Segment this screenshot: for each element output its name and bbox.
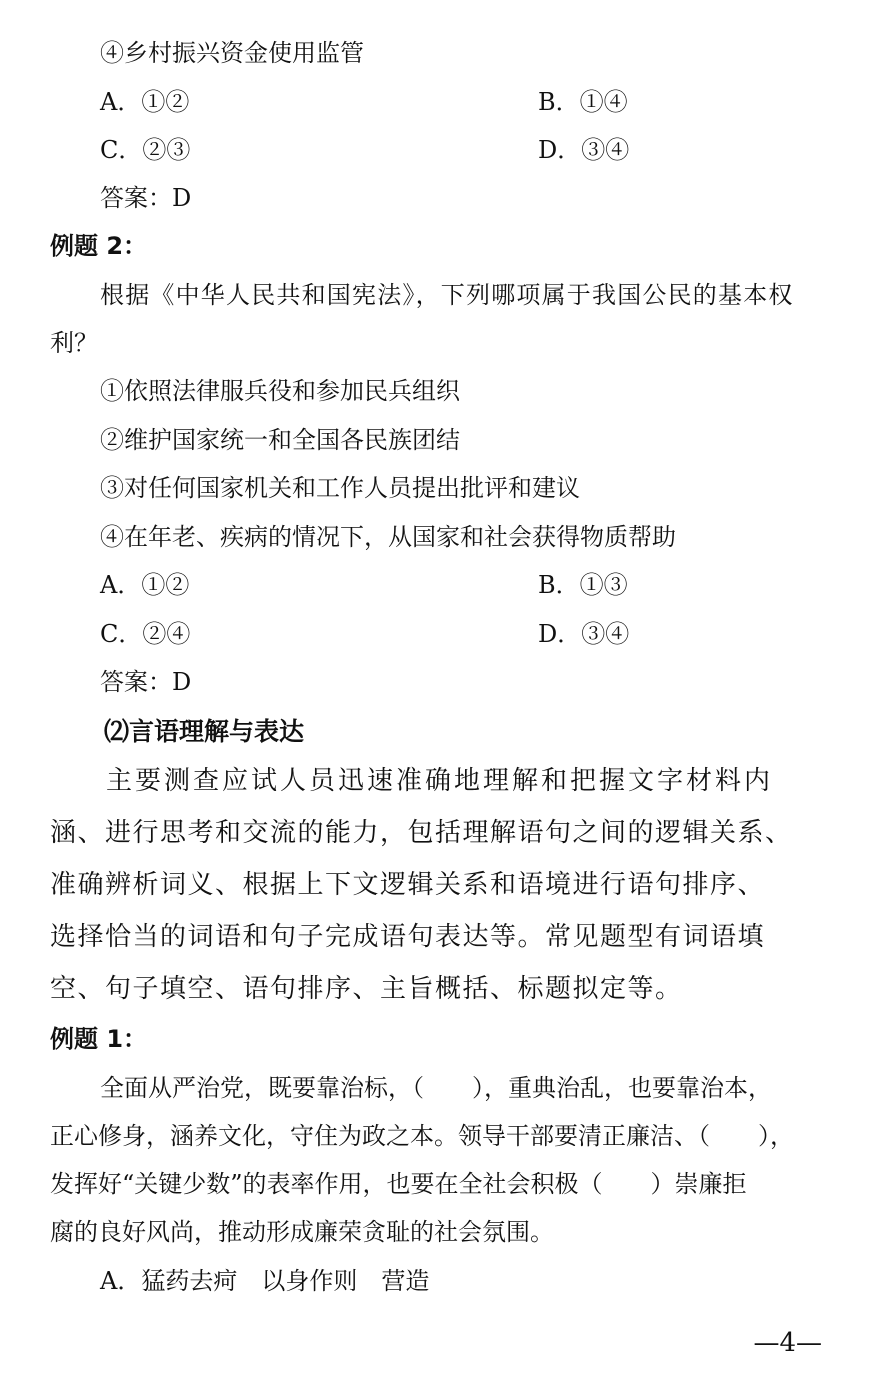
answer: 答案：D <box>100 668 192 696</box>
paragraph-line-4: 选择恰当的词语和句子完成语句表达等。常见题型有词语填 <box>50 922 766 952</box>
paragraph-line-1: 主要测查应试人员迅速准确地理解和把握文字材料内 <box>106 766 774 796</box>
option-b: B．①④ <box>538 88 628 116</box>
option-d: D．③④ <box>538 620 630 648</box>
answer: 答案：D <box>100 184 192 212</box>
example-heading: 例题 2： <box>50 232 148 260</box>
question-item-1: ①依照法律服兵役和参加民兵组织 <box>100 377 460 405</box>
question-item-4: ④乡村振兴资金使用监管 <box>100 39 364 67</box>
example-heading: 例题 1： <box>50 1025 148 1053</box>
question-line-4: 腐的良好风尚，推动形成廉荣贪耻的社会氛围。 <box>50 1218 554 1246</box>
page-number: —4— <box>753 1328 822 1358</box>
option-d: D．③④ <box>538 136 630 164</box>
option-a: A．①② <box>100 571 190 599</box>
question-line-3: 发挥好“关键少数”的表率作用，也要在全社会积极（ ）崇廉拒 <box>50 1170 747 1198</box>
option-c: C．②④ <box>100 620 191 648</box>
section-title: ⑵言语理解与表达 <box>104 717 305 746</box>
option-a: A．猛药去疴 以身作则 营造 <box>100 1267 430 1295</box>
option-b: B．①③ <box>538 571 628 599</box>
question-item-3: ③对任何国家机关和工作人员提出批评和建议 <box>100 474 580 502</box>
paragraph-line-3: 准确辨析词义、根据上下文逻辑关系和语境进行语句排序、 <box>50 870 766 900</box>
paragraph-line-5: 空、句子填空、语句排序、主旨概括、标题拟定等。 <box>50 974 683 1004</box>
question-item-2: ②维护国家统一和全国各民族团结 <box>100 426 460 454</box>
option-a: A．①② <box>100 88 190 116</box>
question-item-4: ④在年老、疾病的情况下，从国家和社会获得物质帮助 <box>100 523 676 551</box>
paragraph-line-2: 涵、进行思考和交流的能力，包括理解语句之间的逻辑关系、 <box>50 818 793 848</box>
question-line-1: 全面从严治党，既要靠治标，（ ），重典治乱，也要靠治本， <box>100 1074 772 1102</box>
question-line-1: 根据《中华人民共和国宪法》，下列哪项属于我国公民的基本权 <box>100 281 794 309</box>
option-c: C．②③ <box>100 136 191 164</box>
question-line-2: 正心修身，涵养文化，守住为政之本。领导干部要清正廉洁、（ ）， <box>50 1122 794 1150</box>
question-line-2: 利？ <box>50 329 98 357</box>
